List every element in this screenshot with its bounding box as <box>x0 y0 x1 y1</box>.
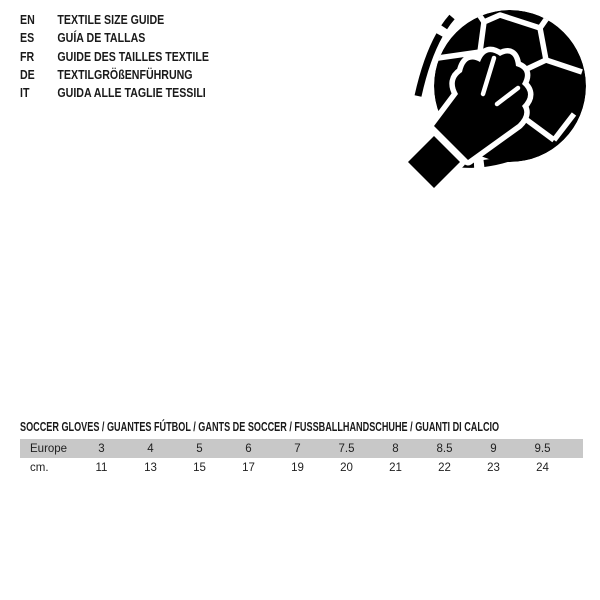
size-cell: 8.5 <box>436 442 453 455</box>
language-code: DE <box>20 67 35 82</box>
language-code: ES <box>20 31 35 46</box>
language-label: TEXTILE SIZE GUIDE <box>57 13 165 27</box>
size-cell: 15 <box>193 461 206 474</box>
row-label: Europe <box>30 442 68 455</box>
size-cell: 9.5 <box>534 442 551 455</box>
size-cell: 19 <box>291 461 304 474</box>
size-cell: 4 <box>147 442 154 455</box>
size-cell: 3 <box>98 442 105 455</box>
language-list <box>20 11 209 102</box>
language-label: TEXTILGRÖßENFÜHRUNG <box>57 67 193 82</box>
size-cell: 13 <box>144 461 157 474</box>
size-cell: 23 <box>487 461 500 474</box>
size-cell: 17 <box>242 461 255 474</box>
size-cell: 7.5 <box>338 442 355 455</box>
language-code: FR <box>20 49 35 64</box>
language-row <box>20 84 209 102</box>
language-code: IT <box>20 86 30 101</box>
size-cell: 5 <box>196 442 203 455</box>
language-row <box>20 29 209 47</box>
language-code: EN <box>20 13 35 27</box>
spacer-cell <box>567 439 583 458</box>
language-row <box>20 11 209 29</box>
size-cell: 22 <box>438 461 451 474</box>
size-table-row-cm <box>20 458 583 477</box>
language-label: GUIDE DES TAILLES TEXTILE <box>57 49 209 64</box>
language-label: GUÍA DE TALLAS <box>57 31 146 46</box>
language-row <box>20 48 209 66</box>
size-cell: 8 <box>392 442 399 455</box>
size-cell: 9 <box>490 442 497 455</box>
size-table <box>20 439 583 477</box>
size-table-row-europe <box>20 439 583 458</box>
goalkeeper-glove-ball-icon <box>396 0 591 200</box>
size-cell: 20 <box>340 461 353 474</box>
size-cell: 21 <box>389 461 402 474</box>
language-label: GUIDA ALLE TAGLIE TESSILI <box>57 86 206 101</box>
language-row <box>20 66 209 84</box>
size-cell: 11 <box>95 461 108 474</box>
size-guide-title: SOCCER GLOVES / GUANTES FÚTBOL / GANTS DE SOCCER / FUSSBALLHANDSCHUHE / GUANTI DI CALCIO <box>20 419 500 434</box>
size-cell: 7 <box>294 442 301 455</box>
size-cell: 6 <box>245 442 252 455</box>
spacer-cell <box>567 458 583 477</box>
size-cell: 24 <box>536 461 549 474</box>
row-label: cm. <box>30 461 49 474</box>
